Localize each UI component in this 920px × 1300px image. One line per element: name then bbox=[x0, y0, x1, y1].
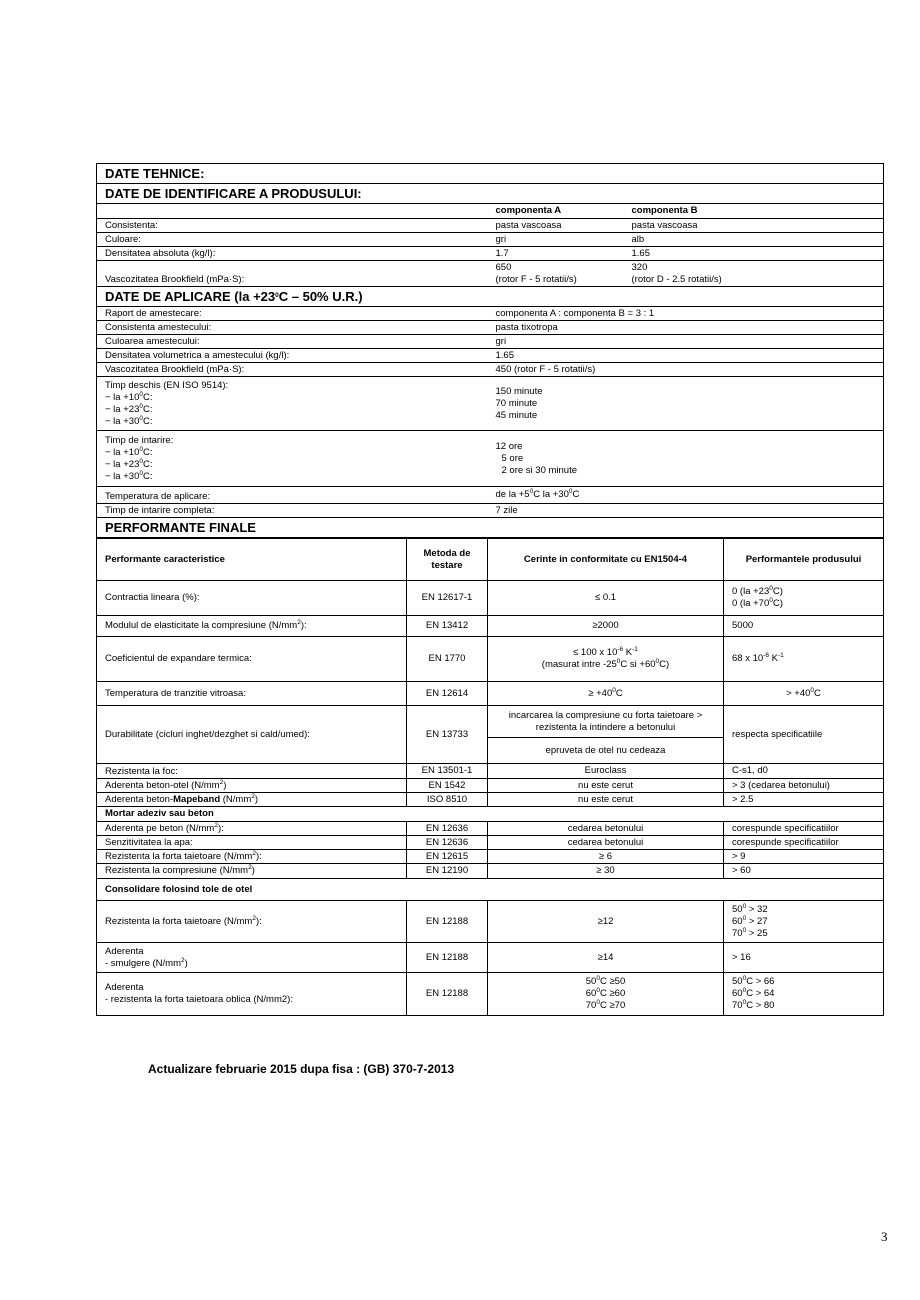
row-performance: > 9 bbox=[724, 850, 884, 864]
row-method: ISO 8510 bbox=[407, 793, 488, 807]
timp-intarire-values: 12 ore 5 ore 2 ore si 30 minute bbox=[495, 440, 578, 476]
row-requirement: nu este cerut bbox=[488, 779, 724, 793]
row-performance: corespunde specificatiilor bbox=[724, 822, 884, 836]
row-performance: > $+40^0C$ bbox=[724, 682, 884, 706]
mortar-section-heading: Mortar adeziv sau beton bbox=[105, 808, 214, 819]
date-tehnice-heading: DATE TEHNICE: bbox=[105, 166, 205, 181]
row-performance: 5000 bbox=[724, 616, 884, 637]
row-label: Rezistenta la compresiune $(N/mm^2)$ bbox=[105, 864, 255, 876]
update-note: Actualizare februarie 2015 dupa fisa : (GB) 370-7-2013 bbox=[148, 1062, 455, 1076]
row-method: EN 13501-1 bbox=[407, 764, 488, 779]
col-a-header: componenta A bbox=[495, 205, 562, 216]
row-label: Contractia lineara (%): bbox=[105, 592, 200, 603]
row-method: EN 12190 bbox=[407, 864, 488, 879]
performance-table bbox=[96, 538, 884, 1016]
row-performance: 0 $(la +23^0C)$ 0 $(la +70^0C)$ bbox=[724, 581, 884, 616]
row-performance: > 2.5 bbox=[724, 793, 884, 807]
row-performance: $50^0C > 66$ $60^0C > 64$ $70^0C > 80$ bbox=[724, 973, 884, 1016]
row-value: 320 bbox=[631, 261, 648, 273]
row-value: 650 bbox=[495, 261, 512, 273]
row-performance: $50^0 > 32$ $60^0 > 27$ $70^0 > 25$ bbox=[724, 901, 884, 943]
row-method: EN 12617-1 bbox=[407, 581, 488, 616]
row-requirement: ≥14 bbox=[488, 943, 724, 973]
data-table-top bbox=[96, 163, 884, 538]
row-method: EN 1542 bbox=[407, 779, 488, 793]
row-requirement: incarcarea la compresiune cu forta taietoare > rezistenta la intindere a betonului bbox=[488, 706, 724, 738]
row-performance: respecta specificatiile bbox=[724, 706, 884, 764]
row-label: Vascozitatea Brookfield (mPa·S): bbox=[105, 274, 245, 285]
technical-data-sheet bbox=[96, 163, 883, 1016]
header-metoda: Metoda de testare bbox=[407, 539, 488, 581]
timp-deschis-label: Timp deschis (EN ISO 9514): − la $+10^0C$: − la $+23^0C$: − la $+30^0C$: bbox=[105, 379, 229, 427]
timp-deschis-values: 150 minute 70 minute 45 minute bbox=[495, 385, 543, 421]
row-value: gri bbox=[495, 335, 507, 347]
row-requirement: ≥ 30 bbox=[488, 864, 724, 879]
row-label: Coeficientul de expandare termica: bbox=[105, 653, 252, 664]
row-value-note: (rotor D - 2.5 rotatii/s) bbox=[631, 273, 722, 285]
row-performance: 68 x $10^{-6}$ $K^{-1}$ bbox=[724, 637, 884, 682]
otel-section-heading: Consolidare folosind tole de otel bbox=[105, 883, 253, 895]
row-label: Aderenta - rezistenta la forta taietoara oblica (N/mm2): bbox=[105, 982, 293, 1005]
page-number: 3 bbox=[881, 1229, 888, 1244]
row-value: 7 zile bbox=[495, 504, 518, 516]
row-label: Aderenta beton-otel $(N/mm^2)$ bbox=[105, 778, 227, 791]
row-requirement: ≥2000 bbox=[488, 616, 724, 637]
row-performance: corespunde specificatiilor bbox=[724, 836, 884, 850]
row-method: EN 12188 bbox=[407, 901, 488, 943]
identificare-heading: DATE DE IDENTIFICARE A PRODUSULUI: bbox=[105, 186, 362, 201]
header-performante: Performantele produsului bbox=[724, 539, 884, 581]
row-label: Aderenta beton-Mapeband $(N/mm^2)$ bbox=[105, 792, 259, 805]
row-performance: C-s1, d0 bbox=[724, 764, 884, 779]
row-label: Aderenta pe beton $(N/mm^2)$: bbox=[105, 821, 224, 834]
row-method: EN 1770 bbox=[407, 637, 488, 682]
aplicare-heading: DATE DE APLICARE ($la +23^0C - 50\%$ U.R.) bbox=[105, 289, 363, 304]
row-requirement: $50^0C \ge 50$ $60^0C \ge 60$ $70^0C \ge 70$ bbox=[488, 973, 724, 1016]
row-label: Consistenta: bbox=[105, 219, 158, 231]
row-label: Temperatura de aplicare: bbox=[105, 491, 211, 502]
row-requirement: epruveta de otel nu cedeaza bbox=[488, 738, 724, 764]
row-label: Densitatea volumetrica a amestecului (kg/l): bbox=[105, 349, 290, 361]
row-method: EN 12636 bbox=[407, 836, 488, 850]
row-value: alb bbox=[631, 233, 645, 245]
row-value: pasta vascoasa bbox=[495, 219, 562, 231]
row-label: Densitatea absoluta (kg/l): bbox=[105, 247, 216, 259]
row-requirement: ≥12 bbox=[488, 901, 724, 943]
row-requirement: ≤ 0.1 bbox=[488, 581, 724, 616]
row-method: EN 12615 bbox=[407, 850, 488, 864]
row-requirement: nu este cerut bbox=[488, 793, 724, 807]
row-requirement: ≤ 100 x $10^{-6}$ $K^{-1}$ (masurat intre $-25^0C$ si $+60^0C$) bbox=[488, 637, 724, 682]
row-value: pasta tixotropa bbox=[495, 321, 558, 333]
row-value-note: (rotor F - 5 rotatii/s) bbox=[495, 273, 577, 285]
row-value: pasta vascoasa bbox=[631, 219, 698, 231]
row-method: EN 13412 bbox=[407, 616, 488, 637]
row-label: Consistenta amestecului: bbox=[105, 321, 212, 333]
row-method: EN 12188 bbox=[407, 943, 488, 973]
row-method: EN 12188 bbox=[407, 973, 488, 1016]
row-method: EN 12636 bbox=[407, 822, 488, 836]
row-label: Timp de intarire completa: bbox=[105, 504, 215, 516]
row-requirement: Euroclass bbox=[488, 764, 724, 779]
row-requirement: cedarea betonului bbox=[488, 836, 724, 850]
row-label: Rezistenta la forta taietoare $(N/mm^2)$: bbox=[105, 914, 262, 927]
performante-heading: PERFORMANTE FINALE bbox=[105, 520, 256, 535]
row-value: 1.7 bbox=[495, 247, 509, 259]
row-label: Vascozitatea Brookfield (mPa·S): bbox=[105, 363, 245, 375]
row-requirement: ≥ $+40^0C$ bbox=[488, 682, 724, 706]
row-label: Durabilitate (cicluri inghet/dezghet si cald/umed): bbox=[105, 728, 310, 740]
row-requirement: cedarea betonului bbox=[488, 822, 724, 836]
row-label: Raport de amestecare: bbox=[105, 307, 202, 319]
row-performance: > 16 bbox=[724, 943, 884, 973]
row-performance: > 60 bbox=[724, 864, 884, 879]
row-value: componenta A : componenta B = 3 : 1 bbox=[495, 307, 655, 319]
row-label: Modulul de elasticitate la compresiune $(N/mm^2)$: bbox=[105, 619, 307, 631]
row-value: gri bbox=[495, 233, 507, 245]
row-performance: > 3 (cedarea betonului) bbox=[724, 779, 884, 793]
row-requirement: ≥ 6 bbox=[488, 850, 724, 864]
row-value: de la $+5^0C$ la $+30^0C$ bbox=[495, 488, 580, 500]
row-value: 450 (rotor F - 5 rotatii/s) bbox=[495, 363, 596, 375]
header-caracteristice: Performante caracteristice bbox=[105, 553, 225, 565]
timp-intarire-label: Timp de intarire: − la $+10^0C$: − la $+23^0C$: − la $+30^0C$: bbox=[105, 434, 174, 482]
row-value: 1.65 bbox=[495, 349, 514, 361]
row-label: Rezistenta la forta taietoare $(N/mm^2)$: bbox=[105, 849, 262, 862]
row-value: 1.65 bbox=[631, 247, 650, 259]
row-label: Senzitivitatea la apa: bbox=[105, 836, 193, 848]
row-label: Rezistenta la foc: bbox=[105, 766, 178, 777]
col-b-header: componenta B bbox=[631, 205, 698, 216]
row-label: Culoarea amestecului: bbox=[105, 335, 200, 347]
row-label: Aderenta - smulgere $(N/mm^2)$ bbox=[105, 945, 188, 969]
row-method: EN 13733 bbox=[407, 706, 488, 764]
header-cerinte: Cerinte in conformitate cu EN1504-4 bbox=[488, 539, 724, 581]
row-label: Culoare: bbox=[105, 233, 141, 245]
row-method: EN 12614 bbox=[407, 682, 488, 706]
row-label: Temperatura de tranzitie vitroasa: bbox=[105, 687, 246, 699]
